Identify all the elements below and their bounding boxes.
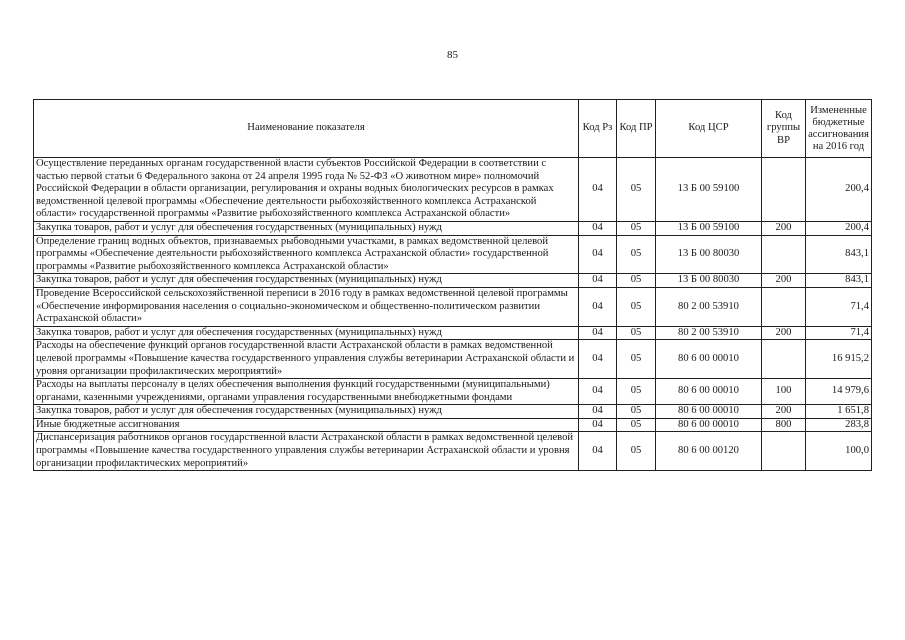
- budget-table: [33, 99, 872, 471]
- row-amount: 200,4: [806, 158, 872, 222]
- table-header-row: [34, 100, 872, 158]
- row-amount: 71,4: [806, 287, 872, 326]
- row-pr: 05: [617, 379, 656, 405]
- table-row: [34, 326, 872, 340]
- row-csr: 80 6 00 00010: [656, 379, 762, 405]
- row-csr: 80 6 00 00010: [656, 340, 762, 379]
- header-name: Наименование показателя: [34, 100, 579, 158]
- row-name: Закупка товаров, работ и услуг для обеспечения государственных (муниципальных) нужд: [34, 326, 579, 340]
- row-pr: 05: [617, 287, 656, 326]
- row-name: Диспансеризация работников органов государственной власти Астраханской области в рамках ведомственной целевой программы «Повышение качества государственного управления службы ветеринарии Астраханской области и уровня организации профилактических мероприятий»: [34, 432, 579, 471]
- row-csr: 80 6 00 00120: [656, 432, 762, 471]
- table-row: [34, 287, 872, 326]
- row-rz: 04: [579, 274, 617, 288]
- table-row: [34, 432, 872, 471]
- row-vr: 200: [762, 326, 806, 340]
- row-vr: 100: [762, 379, 806, 405]
- row-vr: 800: [762, 418, 806, 432]
- row-rz: 04: [579, 418, 617, 432]
- row-csr: 80 6 00 00010: [656, 418, 762, 432]
- table-row: [34, 221, 872, 235]
- row-vr: 200: [762, 274, 806, 288]
- row-vr: [762, 287, 806, 326]
- row-amount: 200,4: [806, 221, 872, 235]
- row-rz: 04: [579, 379, 617, 405]
- row-csr: 80 2 00 53910: [656, 326, 762, 340]
- row-vr: [762, 158, 806, 222]
- row-amount: 16 915,2: [806, 340, 872, 379]
- row-name: Закупка товаров, работ и услуг для обеспечения государственных (муниципальных) нужд: [34, 274, 579, 288]
- row-pr: 05: [617, 274, 656, 288]
- row-name: Определение границ водных объектов, признаваемых рыбоводными участками, в рамках ведомственной целевой программы «Обеспечение деятельности рыбохозяйственного комплекса Астраханской области» государственной программы «Развитие рыбохозяйственного комплекса Астраханской области»: [34, 235, 579, 274]
- table-row: [34, 418, 872, 432]
- row-amount: 1 651,8: [806, 405, 872, 419]
- row-csr: 13 Б 00 80030: [656, 235, 762, 274]
- row-name: Расходы на выплаты персоналу в целях обеспечения выполнения функций государственными (муниципальными) органами, казенными учреждениями, органами управления государственными внебюджетными фондами: [34, 379, 579, 405]
- row-csr: 13 Б 00 59100: [656, 158, 762, 222]
- row-name: Проведение Всероссийской сельскохозяйственной переписи в 2016 году в рамках ведомственной целевой программы «Обеспечение информирования населения о социально-экономическом и общественно-политическом развитии Астраханской области»: [34, 287, 579, 326]
- row-rz: 04: [579, 432, 617, 471]
- row-csr: 80 2 00 53910: [656, 287, 762, 326]
- row-vr: 200: [762, 221, 806, 235]
- table-row: [34, 405, 872, 419]
- header-pr: Код ПР: [617, 100, 656, 158]
- row-pr: 05: [617, 326, 656, 340]
- row-rz: 04: [579, 326, 617, 340]
- header-vr: Код группы ВР: [762, 100, 806, 158]
- table-row: [34, 340, 872, 379]
- row-amount: 843,1: [806, 274, 872, 288]
- row-amount: 843,1: [806, 235, 872, 274]
- row-vr: [762, 340, 806, 379]
- header-csr: Код ЦСР: [656, 100, 762, 158]
- row-rz: 04: [579, 158, 617, 222]
- table-row: [34, 235, 872, 274]
- row-pr: 05: [617, 158, 656, 222]
- table-row: [34, 379, 872, 405]
- row-name: Расходы на обеспечение функций органов государственной власти Астраханской области в рамках ведомственной целевой программы «Повышение качества государственного управления службы ветеринарии Астраханской области и уровня организации профилактических мероприятий»: [34, 340, 579, 379]
- row-pr: 05: [617, 418, 656, 432]
- row-vr: [762, 235, 806, 274]
- row-rz: 04: [579, 235, 617, 274]
- row-rz: 04: [579, 405, 617, 419]
- row-pr: 05: [617, 432, 656, 471]
- table-body: [34, 158, 872, 471]
- row-csr: 13 Б 00 59100: [656, 221, 762, 235]
- row-name: Закупка товаров, работ и услуг для обеспечения государственных (муниципальных) нужд: [34, 221, 579, 235]
- row-name: Осуществление переданных органам государственной власти субъектов Российской Федерации в соответствии с частью первой статьи 6 Федерального закона от 24 апреля 1995 года № 52-ФЗ «О животном мире» полномочий Российской Федерации в области организации, регулирования и охраны водных биологических ресурсов в рамках ведомственной целевой программы «Обеспечение деятельности рыбохозяйственного комплекса Астраханской области» государственной программы «Развитие рыбохозяйственного комплекса Астраханской области»: [34, 158, 579, 222]
- row-name: Иные бюджетные ассигнования: [34, 418, 579, 432]
- row-amount: 14 979,6: [806, 379, 872, 405]
- page-number: 85: [447, 49, 458, 61]
- row-csr: 13 Б 00 80030: [656, 274, 762, 288]
- row-rz: 04: [579, 340, 617, 379]
- header-rz: Код Рз: [579, 100, 617, 158]
- row-rz: 04: [579, 221, 617, 235]
- row-name: Закупка товаров, работ и услуг для обеспечения государственных (муниципальных) нужд: [34, 405, 579, 419]
- row-pr: 05: [617, 221, 656, 235]
- header-amount: Измененные бюджетные ассигнования на 2016 год: [806, 100, 872, 158]
- row-csr: 80 6 00 00010: [656, 405, 762, 419]
- table-row: [34, 158, 872, 222]
- row-rz: 04: [579, 287, 617, 326]
- table-row: [34, 274, 872, 288]
- row-amount: 283,8: [806, 418, 872, 432]
- row-vr: 200: [762, 405, 806, 419]
- row-pr: 05: [617, 405, 656, 419]
- row-vr: [762, 432, 806, 471]
- row-pr: 05: [617, 340, 656, 379]
- row-amount: 71,4: [806, 326, 872, 340]
- row-amount: 100,0: [806, 432, 872, 471]
- row-pr: 05: [617, 235, 656, 274]
